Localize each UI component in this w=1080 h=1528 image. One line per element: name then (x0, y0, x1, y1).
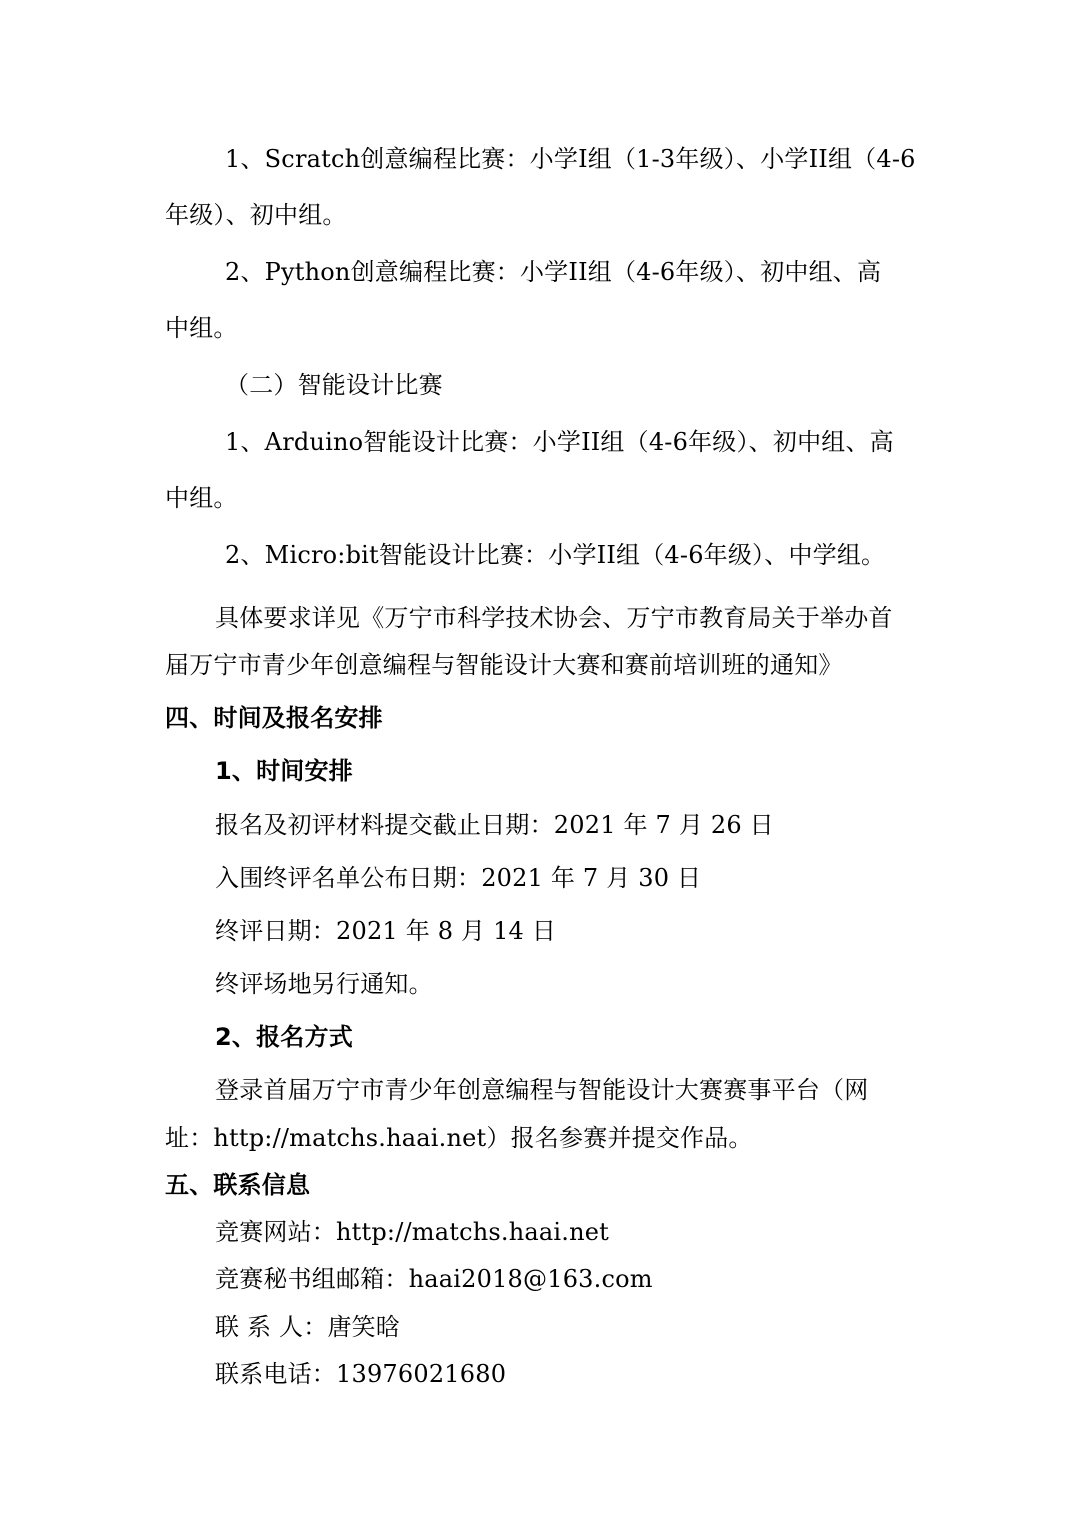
final-review-date: 终评日期：2021 年 8 月 14 日 (215, 917, 557, 945)
arduino-competition-line-1: 1、Arduino智能设计比赛：小学II组（4-6年级）、初中组、高 (225, 428, 894, 456)
registration-line-2: 址：http://matchs.haai.net）报名参赛并提交作品。 (165, 1124, 753, 1152)
arduino-competition-line-2: 中组。 (165, 484, 238, 512)
scratch-competition-line-2: 年级）、初中组。 (165, 201, 347, 229)
heading-contact-info: 五、联系信息 (165, 1171, 311, 1199)
section-smart-design-title: （二）智能设计比赛 (225, 371, 443, 399)
requirements-line-1: 具体要求详见《万宁市科学技术协会、万宁市教育局关于举办首 (215, 604, 893, 632)
scratch-competition-line-1: 1、Scratch创意编程比赛：小学I组（1-3年级）、小学II组（4-6 (225, 145, 916, 173)
contact-email: 竞赛秘书组邮箱：haai2018@163.com (215, 1265, 653, 1293)
finalist-announcement-date: 入围终评名单公布日期：2021 年 7 月 30 日 (215, 864, 702, 892)
subheading-registration-method: 2、报名方式 (215, 1023, 353, 1051)
contact-website: 竞赛网站：http://matchs.haai.net (215, 1218, 610, 1246)
contact-phone: 联系电话：13976021680 (215, 1360, 507, 1388)
microbit-competition-line: 2、Micro:bit智能设计比赛：小学II组（4-6年级）、中学组。 (225, 541, 886, 569)
heading-schedule-registration: 四、时间及报名安排 (165, 704, 383, 732)
python-competition-line-2: 中组。 (165, 314, 238, 342)
contact-person: 联 系 人：唐笑晗 (215, 1313, 401, 1341)
venue-notice: 终评场地另行通知。 (215, 970, 433, 998)
registration-line-1: 登录首届万宁市青少年创意编程与智能设计大赛赛事平台（网 (215, 1076, 869, 1104)
requirements-line-2: 届万宁市青少年创意编程与智能设计大赛和赛前培训班的通知》 (165, 651, 843, 679)
deadline-date: 报名及初评材料提交截止日期：2021 年 7 月 26 日 (215, 811, 774, 839)
python-competition-line-1: 2、Python创意编程比赛：小学II组（4-6年级）、初中组、高 (225, 258, 882, 286)
subheading-schedule: 1、时间安排 (215, 757, 353, 785)
